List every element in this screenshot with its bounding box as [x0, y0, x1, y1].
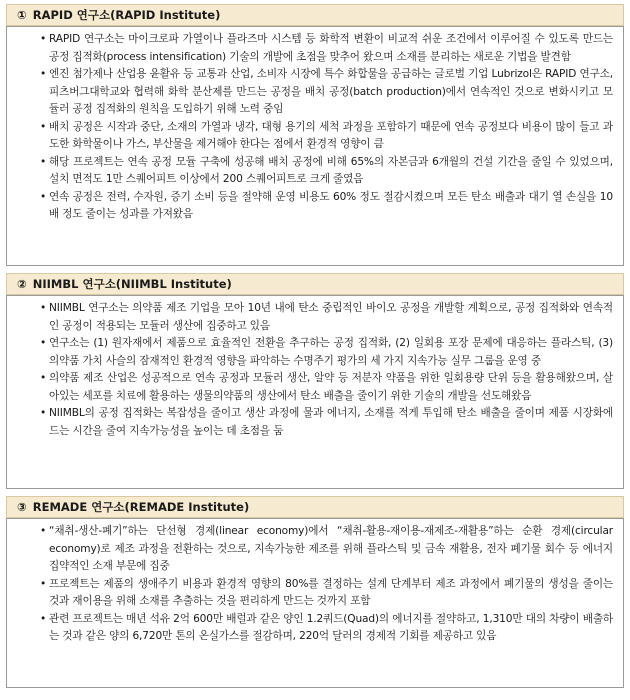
bullet-icon: •: [40, 302, 47, 314]
section-niimbl: [6, 273, 624, 489]
bullet-icon: •: [40, 525, 47, 537]
section-title: RAPID 연구소(RAPID Institute): [32, 8, 221, 22]
bullet-icon: •: [40, 155, 47, 168]
bullet-text: RAPID 연구소는 마이크로파 가열이나 플라즈마 시스템 등 화학적 변환이 비교적 쉬운 조건에서 이루어질 수 있도록 만드는 공정 집적화(process intensification) 기술의 개발에 초점을 맞추어 왔으며 소재를 분리하는 새로운 기법을 발견함: [49, 33, 613, 63]
bullet-icon: •: [40, 68, 47, 80]
bullet-icon: •: [40, 612, 47, 625]
section-body: [6, 295, 624, 489]
bullet-text: NIIMBL 연구소는 의약품 제조 기업을 모아 10년 내에 탄소 중립적인 바이오 공정을 개발할 계획으로, 공정 집적화와 연속적인 공정이 적용되는 모듈러 생산에 집중하고 있음: [49, 302, 613, 332]
bullet-item: [40, 576, 613, 611]
bullet-item: [40, 189, 613, 224]
bullet-icon: •: [40, 372, 47, 384]
section-body: [6, 26, 624, 266]
bullet-item: [40, 335, 613, 370]
bullet-item: [40, 154, 613, 189]
bullet-text: 엔진 첨가제나 산업용 윤활유 등 교통과 산업, 소비자 시장에 특수 화합물을 공급하는 글로벌 기업 Lubrizol은 RAPID 연구소, 피츠버그대학교와 협력해 화학 분산제를 만드는 공정을 배치 공정(batch production)에서 연속적인 것으로 변화시키고 모듈러 공정 집적화의 원칙을 도입하기 위해 노력 중임: [49, 68, 613, 115]
bullet-text: 의약품 제조 산업은 성공적으로 연속 공정과 모듈러 생산, 알약 등 저분자 약품을 위한 일회용량 단위 등을 활용해왔으며, 살아있는 세포를 치료에 활용하는 생물의약품의 생산에서 탄소 배출을 줄이기 위한 기술의 개발을 선도해왔음: [49, 372, 613, 402]
bullet-item: [40, 119, 613, 154]
bullet-item: [40, 66, 613, 119]
bullet-item: [40, 405, 613, 440]
bullet-text: 해당 프로젝트는 연속 공정 모듈 구축에 성공해 배치 공정에 비해 65%의 자본금과 6개월의 건설 기간을 줄일 수 있었으며, 설치 면적도 1만 스퀘어피트 이상에서 200 스퀘어피트로 크게 줄였음: [49, 155, 613, 185]
section-title: NIIMBL 연구소(NIIMBL Institute): [32, 277, 232, 291]
bullet-text: 연속 공정은 전력, 수자원, 증기 소비 등을 절약해 운영 비용도 60% 정도 절감시켰으며 모든 탄소 배출과 대기 열 손실을 10배 정도 줄이는 성과를 가져왔음: [49, 190, 613, 220]
bullet-icon: •: [40, 120, 47, 133]
bullet-text: 연구소는 (1) 원자재에서 제품으로 효율적인 전환을 추구하는 공정 집적화, (2) 일회용 포장 문제에 대응하는 플라스틱, (3) 의약품 가치 사슬의 잠재적인 환경적 영향을 파악하는 수명주기 평가의 세 가지 지속가능 실무 그룹을 운영 중: [49, 337, 613, 367]
bullet-item: [40, 300, 613, 335]
section-remade: [6, 496, 624, 688]
bullet-text: “채취-생산-폐기”하는 단선형 경제(linear economy)에서 “채취-활용-재이용-재제조-재활용”하는 순환 경제(circular economy)로 제조 과정을 전환하는 것으로, 지속가능한 제조를 위해 플라스틱 및 금속 재활용, 전자 폐기물 회수 등 에너지 집약적인 소재 부문에 집중: [49, 525, 613, 572]
section-title: REMADE 연구소(REMADE Institute): [32, 500, 250, 514]
section-body: [6, 518, 624, 688]
bullet-text: 관련 프로젝트는 매년 석유 2억 600만 배럴과 같은 양인 1.2쿼드(Quad)의 에너지를 절약하고, 1,310만 대의 차량이 배출하는 것과 같은 양의 6,720만 톤의 온실가스를 절감하며, 220억 달러의 경제적 기회를 제공하고 있음: [49, 612, 613, 642]
bullet-icon: •: [40, 33, 47, 45]
section-number: ③: [17, 500, 27, 514]
bullet-icon: •: [40, 407, 47, 419]
bullet-item: [40, 31, 613, 66]
bullet-icon: •: [40, 337, 47, 349]
bullet-item: [40, 611, 613, 646]
section-number: ②: [17, 277, 27, 291]
section-header: [6, 4, 624, 26]
section-number: ①: [17, 8, 27, 22]
bullet-icon: •: [40, 190, 47, 203]
section-header: [6, 496, 624, 518]
bullet-item: [40, 370, 613, 405]
bullet-text: NIIMBL의 공정 집적화는 복잡성을 줄이고 생산 과정에 물과 에너지, 소재를 적게 투입해 탄소 배출을 줄이며 제품 시장화에 드는 시간을 줄여 지속가능성을 높이는 데 초점을 둠: [49, 407, 613, 437]
section-rapid: [6, 4, 624, 266]
bullet-text: 배치 공정은 시작과 중단, 소재의 가열과 냉각, 대형 용기의 세척 과정을 포함하기 때문에 연속 공정보다 비용이 많이 들고 과도한 화학물이나 가스, 부산물을 제거해야 한다는 점에서 환경적 영향이 큼: [49, 120, 613, 150]
section-header: [6, 273, 624, 295]
bullet-item: [40, 523, 613, 576]
bullet-icon: •: [40, 577, 47, 590]
bullet-text: 프로젝트는 제품의 생애주기 비용과 환경적 영향의 80%를 결정하는 설계 단계부터 제조 과정에서 폐기물의 생성을 줄이는 것과 재이용을 위해 소재를 추출하는 것을 편리하게 만드는 것까지 포함: [49, 577, 613, 607]
